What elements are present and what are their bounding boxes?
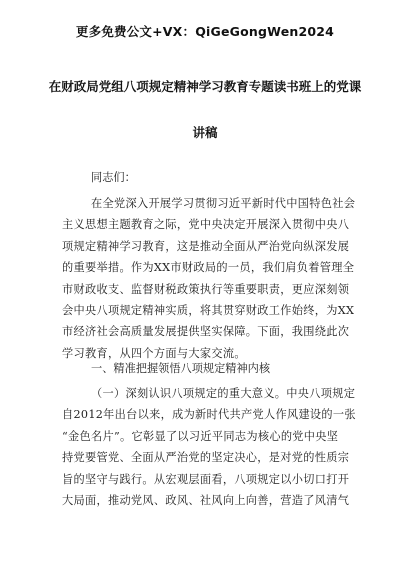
- paragraph-2: [62, 383, 354, 511]
- paragraph-2-line: 持党要管党、全面从严治党的坚定决心，是对党的性质宗: [62, 451, 350, 465]
- paragraph-2-line: 旨的坚守与践行。从宏观层面看，八项规定以小切口打开: [62, 472, 350, 486]
- greeting: 同志们：: [91, 171, 136, 184]
- paragraph-1-line: 市经济社会高质量发展提供坚实保障。下面，我围绕此次: [62, 325, 350, 339]
- section-heading-1: 一、精准把握领悟八项规定精神内核: [91, 362, 271, 375]
- paragraph-1-line: 市财政收支、监督财税政策执行等重要职责，更应深刻领: [62, 282, 350, 296]
- paragraph-2-line: “金色名片”。它彰显了以习近平同志为核心的党中央坚: [62, 429, 339, 443]
- paragraph-2-line: 大局面，推动党风、政风、社风向上向善，营造了风清气: [62, 493, 350, 507]
- document-title-line2: 讲稿: [192, 125, 218, 140]
- paragraph-1-line: 在全党深入开展学习贯彻习近平新时代中国特色社会: [91, 197, 356, 210]
- paragraph-2-line: 自2012年出台以来，成为新时代共产党人作风建设的一张: [62, 408, 356, 422]
- paragraph-1-line: 会中央八项规定精神实质，将其贯穿财政工作始终，为XX: [62, 303, 355, 317]
- paragraph-1-line: 学习教育，从四个方面与大家交流。: [62, 346, 246, 360]
- document-title-line1: 在财政局党组八项规定精神学习教育专题读书班上的党课: [48, 79, 362, 94]
- paragraph-1: [62, 193, 354, 364]
- paragraph-1-line: 的重要举措。作为XX市财政局的一员，我们肩负着管理全: [62, 261, 355, 275]
- header-note: 更多免费公文+VX：QiGeGongWen2024: [75, 24, 335, 39]
- paragraph-1-line: 项规定精神学习教育，这是推动全面从严治党向纵深发展: [62, 239, 350, 253]
- paragraph-2-line: （一）深刻认识八项规定的重大意义。中央八项规定: [91, 387, 356, 400]
- paragraph-1-line: 主义思想主题教育之际，党中央决定开展深入贯彻中央八: [62, 218, 350, 232]
